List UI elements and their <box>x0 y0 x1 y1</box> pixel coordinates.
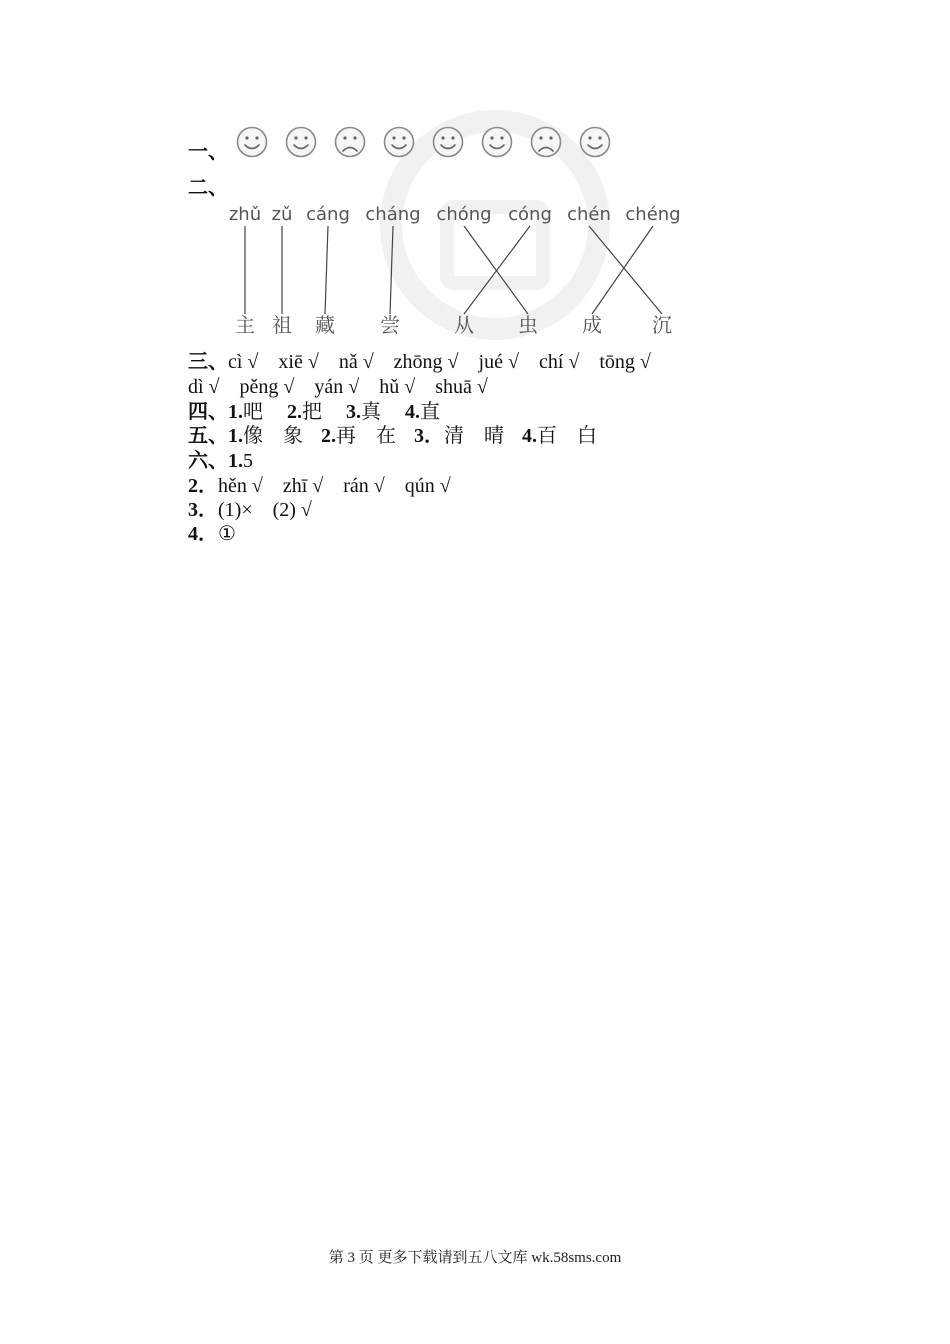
matching-line <box>592 226 653 314</box>
answer-text: hěn √ zhī √ rán √ qún √ <box>218 475 451 497</box>
section-six-q4 <box>188 522 236 546</box>
section-four-label: 四、 <box>188 401 228 423</box>
answer-number: 2. <box>287 401 302 423</box>
answer-number: 3． <box>414 425 444 447</box>
matching-line <box>390 226 393 314</box>
pinyin-word: chéng <box>625 204 681 225</box>
answer-text: 直 <box>420 401 440 423</box>
face-rating-row <box>236 124 616 160</box>
answer-number: 3. <box>346 401 361 423</box>
section-five <box>188 424 597 448</box>
smiley-face-icon <box>483 128 512 157</box>
hanzi-character: 沉 <box>652 313 672 337</box>
frowning-face-icon <box>532 128 561 157</box>
pinyin-word: chén <box>567 204 611 225</box>
answer-text: 再 在 <box>336 425 396 447</box>
hanzi-character: 藏 <box>315 313 335 337</box>
section-five-label: 五、 <box>188 425 228 447</box>
section-four <box>188 400 440 424</box>
answer-number: 1. <box>228 450 243 472</box>
hanzi-character: 尝 <box>380 313 400 337</box>
answer-text: 把 <box>302 401 322 423</box>
pinyin-word: cháng <box>365 204 421 225</box>
answer-text: 真 <box>361 401 381 423</box>
answer-number: 1. <box>228 401 243 423</box>
hanzi-character: 成 <box>582 313 602 337</box>
section-six-label: 六、 <box>188 450 228 472</box>
answer-number: 4. <box>405 401 420 423</box>
answer-number: 2. <box>321 425 336 447</box>
answer-text: 清 晴 <box>444 425 504 447</box>
smiley-face-icon <box>434 128 463 157</box>
smiley-face-icon <box>287 128 316 157</box>
answer-text: 百 白 <box>537 425 597 447</box>
pinyin-word: zhǔ <box>228 204 262 225</box>
section-one-label: 一、 <box>188 141 228 163</box>
answer-text: 5 <box>243 450 253 472</box>
pinyin-word: cáng <box>306 204 350 225</box>
answer-text: 像 象 <box>243 425 303 447</box>
hanzi-character: 祖 <box>272 313 292 337</box>
matching-line <box>589 226 662 314</box>
pinyin-word: chóng <box>436 204 492 225</box>
answer-number: 1. <box>228 425 243 447</box>
section-three-line1: cì √ xiē √ nǎ √ zhōng √ jué √ chí √ tōng √ <box>228 351 651 373</box>
answer-number: 3． <box>188 499 218 521</box>
pinyin-matching-diagram <box>220 200 700 345</box>
hanzi-character: 从 <box>454 313 474 337</box>
page-footer: 第 3 页 更多下载请到五八文库 wk.58sms.com <box>328 1250 622 1266</box>
smiley-face-icon <box>238 128 267 157</box>
answer-text: (1)× (2) √ <box>218 499 312 521</box>
section-six-q3 <box>188 498 312 522</box>
hanzi-character: 虫 <box>518 313 538 337</box>
smiley-face-icon <box>385 128 414 157</box>
pinyin-word: cóng <box>508 204 552 225</box>
frowning-face-icon <box>336 128 365 157</box>
section-six-q2 <box>188 474 451 498</box>
answer-number: 2． <box>188 475 218 497</box>
matching-line <box>325 226 328 314</box>
section-two-label: 二、 <box>188 177 228 199</box>
answer-text: 吧 <box>243 401 263 423</box>
section-three-label: 三、 <box>188 351 228 373</box>
answer-text: ① <box>218 523 236 545</box>
section-six-q1 <box>188 449 253 473</box>
answer-number: 4. <box>522 425 537 447</box>
smiley-face-icon <box>581 128 610 157</box>
answer-number: 4． <box>188 523 218 545</box>
section-three-line2: dì √ pěng √ yán √ hǔ √ shuā √ <box>188 376 488 398</box>
pinyin-word: zǔ <box>271 204 293 225</box>
section-three <box>188 350 651 374</box>
hanzi-character: 主 <box>235 313 255 337</box>
